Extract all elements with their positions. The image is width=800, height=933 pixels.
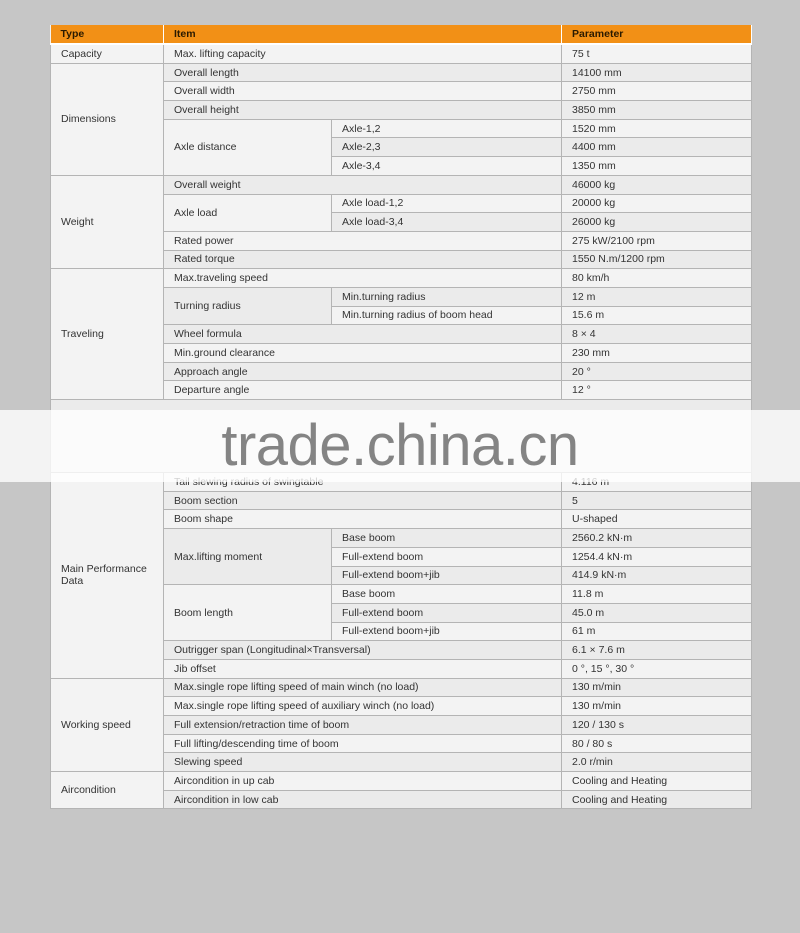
row-value: 75 t xyxy=(562,44,752,63)
row-item: Outrigger span (Longitudinal×Transversal) xyxy=(164,641,562,660)
row-item: Wheel formula xyxy=(164,325,562,344)
row-item: Max.single rope lifting speed of main winch (no load) xyxy=(164,678,562,697)
header-item: Item xyxy=(164,25,562,44)
watermark-text: trade.china.cn xyxy=(221,413,579,478)
group-capacity: Capacity xyxy=(51,44,164,63)
row-subitem: Axle-3,4 xyxy=(332,157,562,176)
row-item: Full lifting/descending time of boom xyxy=(164,734,562,753)
row-value: 130 m/min xyxy=(562,678,752,697)
group-dimensions: Dimensions xyxy=(51,63,164,175)
row-value: 2.0 r/min xyxy=(562,753,752,772)
row-item: Overall height xyxy=(164,101,562,120)
group-weight: Weight xyxy=(51,175,164,268)
row-subitem: Full-extend boom+jib xyxy=(332,566,562,585)
row-value: 120 / 130 s xyxy=(562,716,752,735)
row-value: Cooling and Heating xyxy=(562,790,752,809)
table-row xyxy=(51,175,752,194)
group-working-speed: Working speed xyxy=(51,678,164,771)
row-value: 8 × 4 xyxy=(562,325,752,344)
row-item: Rated power xyxy=(164,231,562,250)
row-value: Cooling and Heating xyxy=(562,772,752,791)
row-value: 1520 mm xyxy=(562,119,752,138)
group-main-performance: Main Performance Data xyxy=(51,473,164,679)
row-subitem: Min.turning radius xyxy=(332,287,562,306)
row-value: 14100 mm xyxy=(562,63,752,82)
table-row xyxy=(51,269,752,288)
row-item: Overall weight xyxy=(164,175,562,194)
row-value: 5 xyxy=(562,491,752,510)
row-subitem: Min.turning radius of boom head xyxy=(332,306,562,325)
row-value: 61 m xyxy=(562,622,752,641)
row-item: Full extension/retraction time of boom xyxy=(164,716,562,735)
row-value: 414.9 kN·m xyxy=(562,566,752,585)
row-value: 4400 mm xyxy=(562,138,752,157)
row-value: 6.1 × 7.6 m xyxy=(562,641,752,660)
table-header-row xyxy=(51,25,752,44)
group-aircondition: Aircondition xyxy=(51,772,164,809)
row-subitem: Base boom xyxy=(332,585,562,604)
row-item: Boom section xyxy=(164,491,562,510)
row-subitem: Axle-1,2 xyxy=(332,119,562,138)
row-value: 45.0 m xyxy=(562,603,752,622)
row-item: Approach angle xyxy=(164,362,562,381)
row-value: 3850 mm xyxy=(562,101,752,120)
row-value: 80 / 80 s xyxy=(562,734,752,753)
row-value: 20000 kg xyxy=(562,194,752,213)
row-item: Boom shape xyxy=(164,510,562,529)
row-value: 20 ° xyxy=(562,362,752,381)
row-value: 1550 N.m/1200 rpm xyxy=(562,250,752,269)
table-row xyxy=(51,44,752,63)
row-subitem: Full-extend boom+jib xyxy=(332,622,562,641)
table-row xyxy=(51,772,752,791)
row-value: 80 km/h xyxy=(562,269,752,288)
row-value: 2750 mm xyxy=(562,82,752,101)
row-item: Aircondition in low cab xyxy=(164,790,562,809)
row-value: 2560.2 kN·m xyxy=(562,529,752,548)
row-subitem: Full-extend boom xyxy=(332,547,562,566)
row-value: U-shaped xyxy=(562,510,752,529)
row-value: 1254.4 kN·m xyxy=(562,547,752,566)
row-item: Jib offset xyxy=(164,659,562,678)
row-value: 12 ° xyxy=(562,381,752,400)
row-item: Min.ground clearance xyxy=(164,344,562,363)
row-item: Max.lifting moment xyxy=(164,529,332,585)
row-item: Max.traveling speed xyxy=(164,269,562,288)
row-item: Rated torque xyxy=(164,250,562,269)
row-value: 15.6 m xyxy=(562,306,752,325)
row-subitem: Axle load-1,2 xyxy=(332,194,562,213)
row-subitem: Base boom xyxy=(332,529,562,548)
row-item: Overall length xyxy=(164,63,562,82)
row-item: Boom length xyxy=(164,585,332,641)
header-parameter: Parameter xyxy=(562,25,752,44)
row-subitem: Axle load-3,4 xyxy=(332,213,562,232)
row-value: 26000 kg xyxy=(562,213,752,232)
row-item: Turning radius xyxy=(164,287,332,324)
row-item: Departure angle xyxy=(164,381,562,400)
row-item: Max.single rope lifting speed of auxiliary winch (no load) xyxy=(164,697,562,716)
row-value: 130 m/min xyxy=(562,697,752,716)
row-value: 230 mm xyxy=(562,344,752,363)
row-item: Axle distance xyxy=(164,119,332,175)
row-item: Max. lifting capacity xyxy=(164,44,562,63)
row-value: 11.8 m xyxy=(562,585,752,604)
row-value: 0 °, 15 °, 30 ° xyxy=(562,659,752,678)
group-traveling: Traveling xyxy=(51,269,164,400)
row-item: Overall width xyxy=(164,82,562,101)
row-subitem: Full-extend boom xyxy=(332,603,562,622)
row-item: Aircondition in up cab xyxy=(164,772,562,791)
table-row xyxy=(51,678,752,697)
row-subitem: Axle-2,3 xyxy=(332,138,562,157)
table-row xyxy=(51,63,752,82)
row-value: 46000 kg xyxy=(562,175,752,194)
row-value: 275 kW/2100 rpm xyxy=(562,231,752,250)
header-type: Type xyxy=(51,25,164,44)
row-item: Axle load xyxy=(164,194,332,231)
row-item: Slewing speed xyxy=(164,753,562,772)
row-value: 12 m xyxy=(562,287,752,306)
row-value: 1350 mm xyxy=(562,157,752,176)
